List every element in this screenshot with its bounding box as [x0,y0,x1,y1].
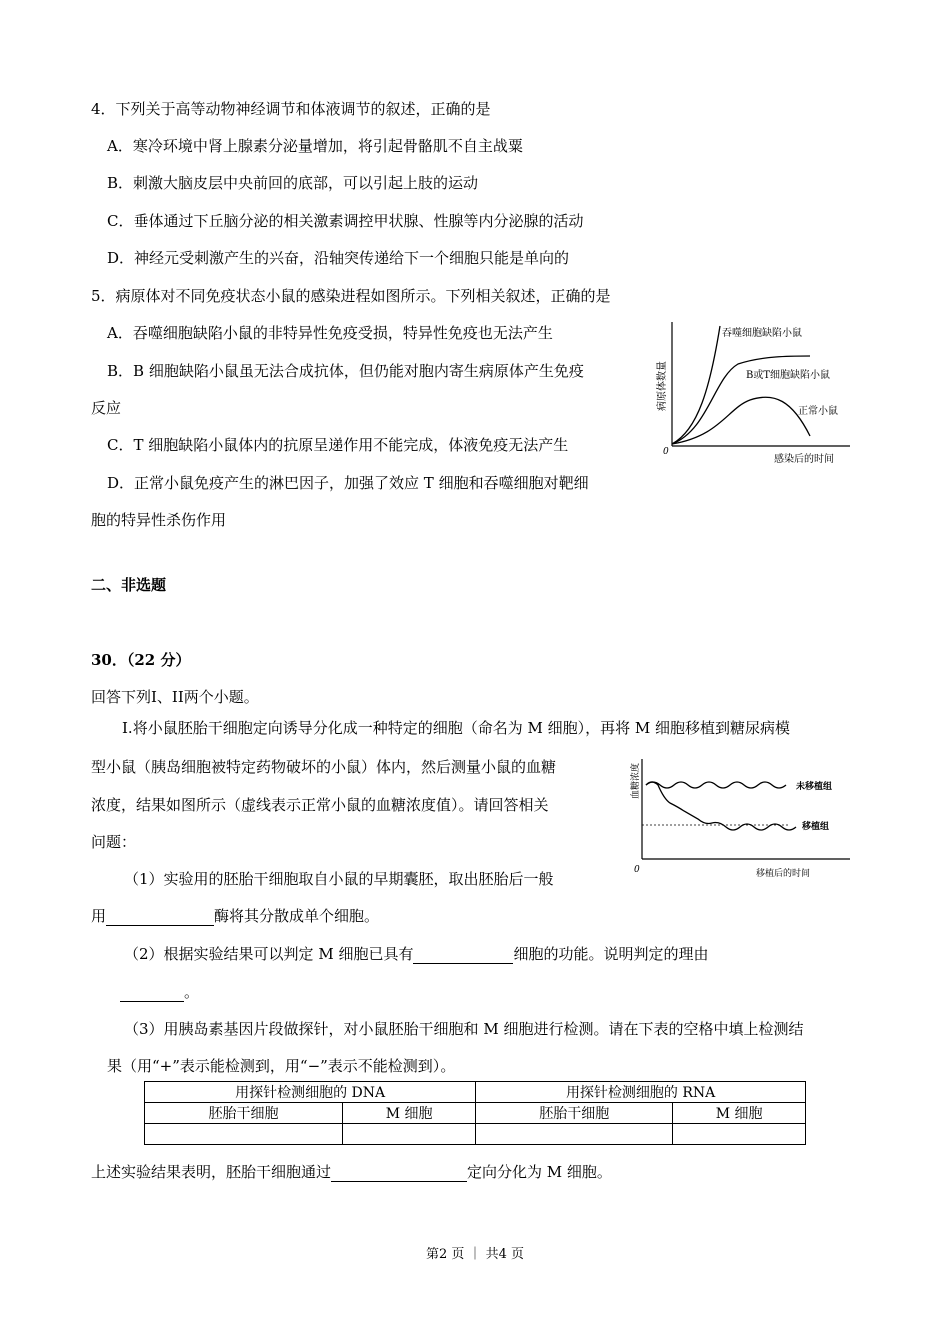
q30-intro: 回答下列I、II两个小题。 [91,688,259,706]
table-subheader: M 细胞 [673,1103,806,1124]
q30-s2-suffix: 细胞的功能。说明判定的理由 [513,945,709,963]
q4-option-b: B．刺激大脑皮层中央前回的底部，可以引起上肢的运动 [107,174,479,192]
q5-option-a: A．吞噬细胞缺陷小鼠的非特异性免疫受损，特异性免疫也无法产生 [107,324,553,342]
q30-s2-line2 [120,982,199,1002]
q30-s2-line1 [124,944,708,964]
q30-s3-line1: （3）用胰岛素基因片段做探针，对小鼠胚胎干细胞和 M 细胞进行检测。请在下表的空格中填上检测结 [124,1020,804,1038]
q30-conclusion-prefix: 上述实验结果表明，胚胎干细胞通过 [91,1163,332,1181]
q5-option-d-line1: D．正常小鼠免疫产生的淋巴因子，加强了效应 T 细胞和吞噬细胞对靶细 [107,474,589,492]
answer-cell[interactable] [673,1124,806,1145]
answer-cell[interactable] [476,1124,673,1145]
q30-s3-line2: 果（用“+”表示能检测到，用“−”表示不能检测到）。 [107,1057,456,1075]
table-answer-row [145,1124,806,1145]
q30-conclusion [91,1162,612,1182]
probe-result-table [144,1081,806,1145]
table-header-rna: 用探针检测细胞的 RNA [476,1082,806,1103]
curve-label-phagocyte: 吞噬细胞缺陷小鼠 [722,328,802,339]
curve-not-transplanted [646,782,786,788]
q30-s1-prefix: 用 [91,907,107,925]
q30-heading: 30．（22 分） [91,651,191,669]
q30-p1-line1: I.将小鼠胚胎干细胞定向诱导分化成一种特定的细胞（命名为 M 细胞），再将 M 细胞移植到糖尿病模 [122,719,790,737]
q30-p1-line2: 型小鼠（胰岛细胞被特定药物破坏的小鼠）体内，然后测量小鼠的血糖 [91,758,557,776]
table-sub-header-row [145,1103,806,1124]
glucose-chart [628,755,868,880]
q30-p1-line3: 浓度，结果如图所示（虚线表示正常小鼠的血糖浓度值）。请回答相关 [91,796,549,814]
blank-enzyme[interactable] [106,909,214,926]
origin-label: 0 [634,865,640,875]
q4-option-a: A．寒冷环境中肾上腺素分泌量增加，将引起骨骼肌不自主战粟 [107,137,523,155]
blank-cell-function[interactable] [413,947,513,964]
q30-s1-suffix: 酶将其分散成单个细胞。 [214,907,380,925]
q5-option-d-line2: 胞的特异性杀伤作用 [91,511,227,529]
table-group-header-row [145,1082,806,1103]
section-heading: 二、非选题 [91,576,167,594]
q4-stem: 4．下列关于高等动物神经调节和体液调节的叙述，正确的是 [91,100,491,118]
curve-label-bt: B或T细胞缺陷小鼠 [746,370,831,381]
q30-s2-end: 。 [184,983,200,1001]
blank-reason[interactable] [120,985,184,1002]
curve-label-not-transplanted: 未移植组 [796,782,833,792]
blank-mechanism[interactable] [331,1165,467,1182]
q4-option-c: C．垂体通过下丘脑分泌的相关激素调控甲状腺、性腺等内分泌腺的活动 [107,212,584,230]
infection-chart [650,318,870,468]
curve-label-normal: 正常小鼠 [798,406,838,417]
q30-s1-line2 [91,906,379,926]
table-header-dna: 用探针检测细胞的 DNA [145,1082,476,1103]
y-axis-label: 病原体数量 [657,361,668,411]
curve-normal [672,397,810,444]
q5-option-c: C．T 细胞缺陷小鼠体内的抗原呈递作用不能完成，体液免疫无法产生 [107,436,569,454]
q4-option-d: D．神经元受刺激产生的兴奋，沿轴突传递给下一个细胞只能是单向的 [107,249,570,267]
answer-cell[interactable] [145,1124,343,1145]
answer-cell[interactable] [342,1124,475,1145]
curve-transplanted [646,782,796,830]
page-footer: 第2 页 ｜ 共4 页 [425,1247,525,1262]
q30-conclusion-suffix: 定向分化为 M 细胞。 [467,1163,612,1181]
table-subheader: M 细胞 [342,1103,475,1124]
q5-option-b-line2: 反应 [91,399,122,417]
q30-s1-line1: （1）实验用的胚胎干细胞取自小鼠的早期囊胚，取出胚胎后一般 [124,870,554,888]
origin-label: 0 [663,447,669,457]
x-axis-label: 感染后的时间 [774,454,834,465]
table-subheader: 胚胎干细胞 [145,1103,343,1124]
curve-label-transplanted: 移植组 [802,822,830,832]
q30-p1-line4: 问题： [91,833,137,851]
y-axis-label: 血糖浓度 [631,762,641,800]
x-axis-label: 移植后的时间 [756,869,811,879]
table-subheader: 胚胎干细胞 [476,1103,673,1124]
q30-s2-prefix: （2）根据实验结果可以判定 M 细胞已具有 [124,945,414,963]
q5-option-b-line1: B．B 细胞缺陷小鼠虽无法合成抗体，但仍能对胞内寄生病原体产生免疫 [107,362,584,380]
q5-stem: 5．病原体对不同免疫状态小鼠的感染进程如图所示。下列相关叙述，正确的是 [91,287,611,305]
